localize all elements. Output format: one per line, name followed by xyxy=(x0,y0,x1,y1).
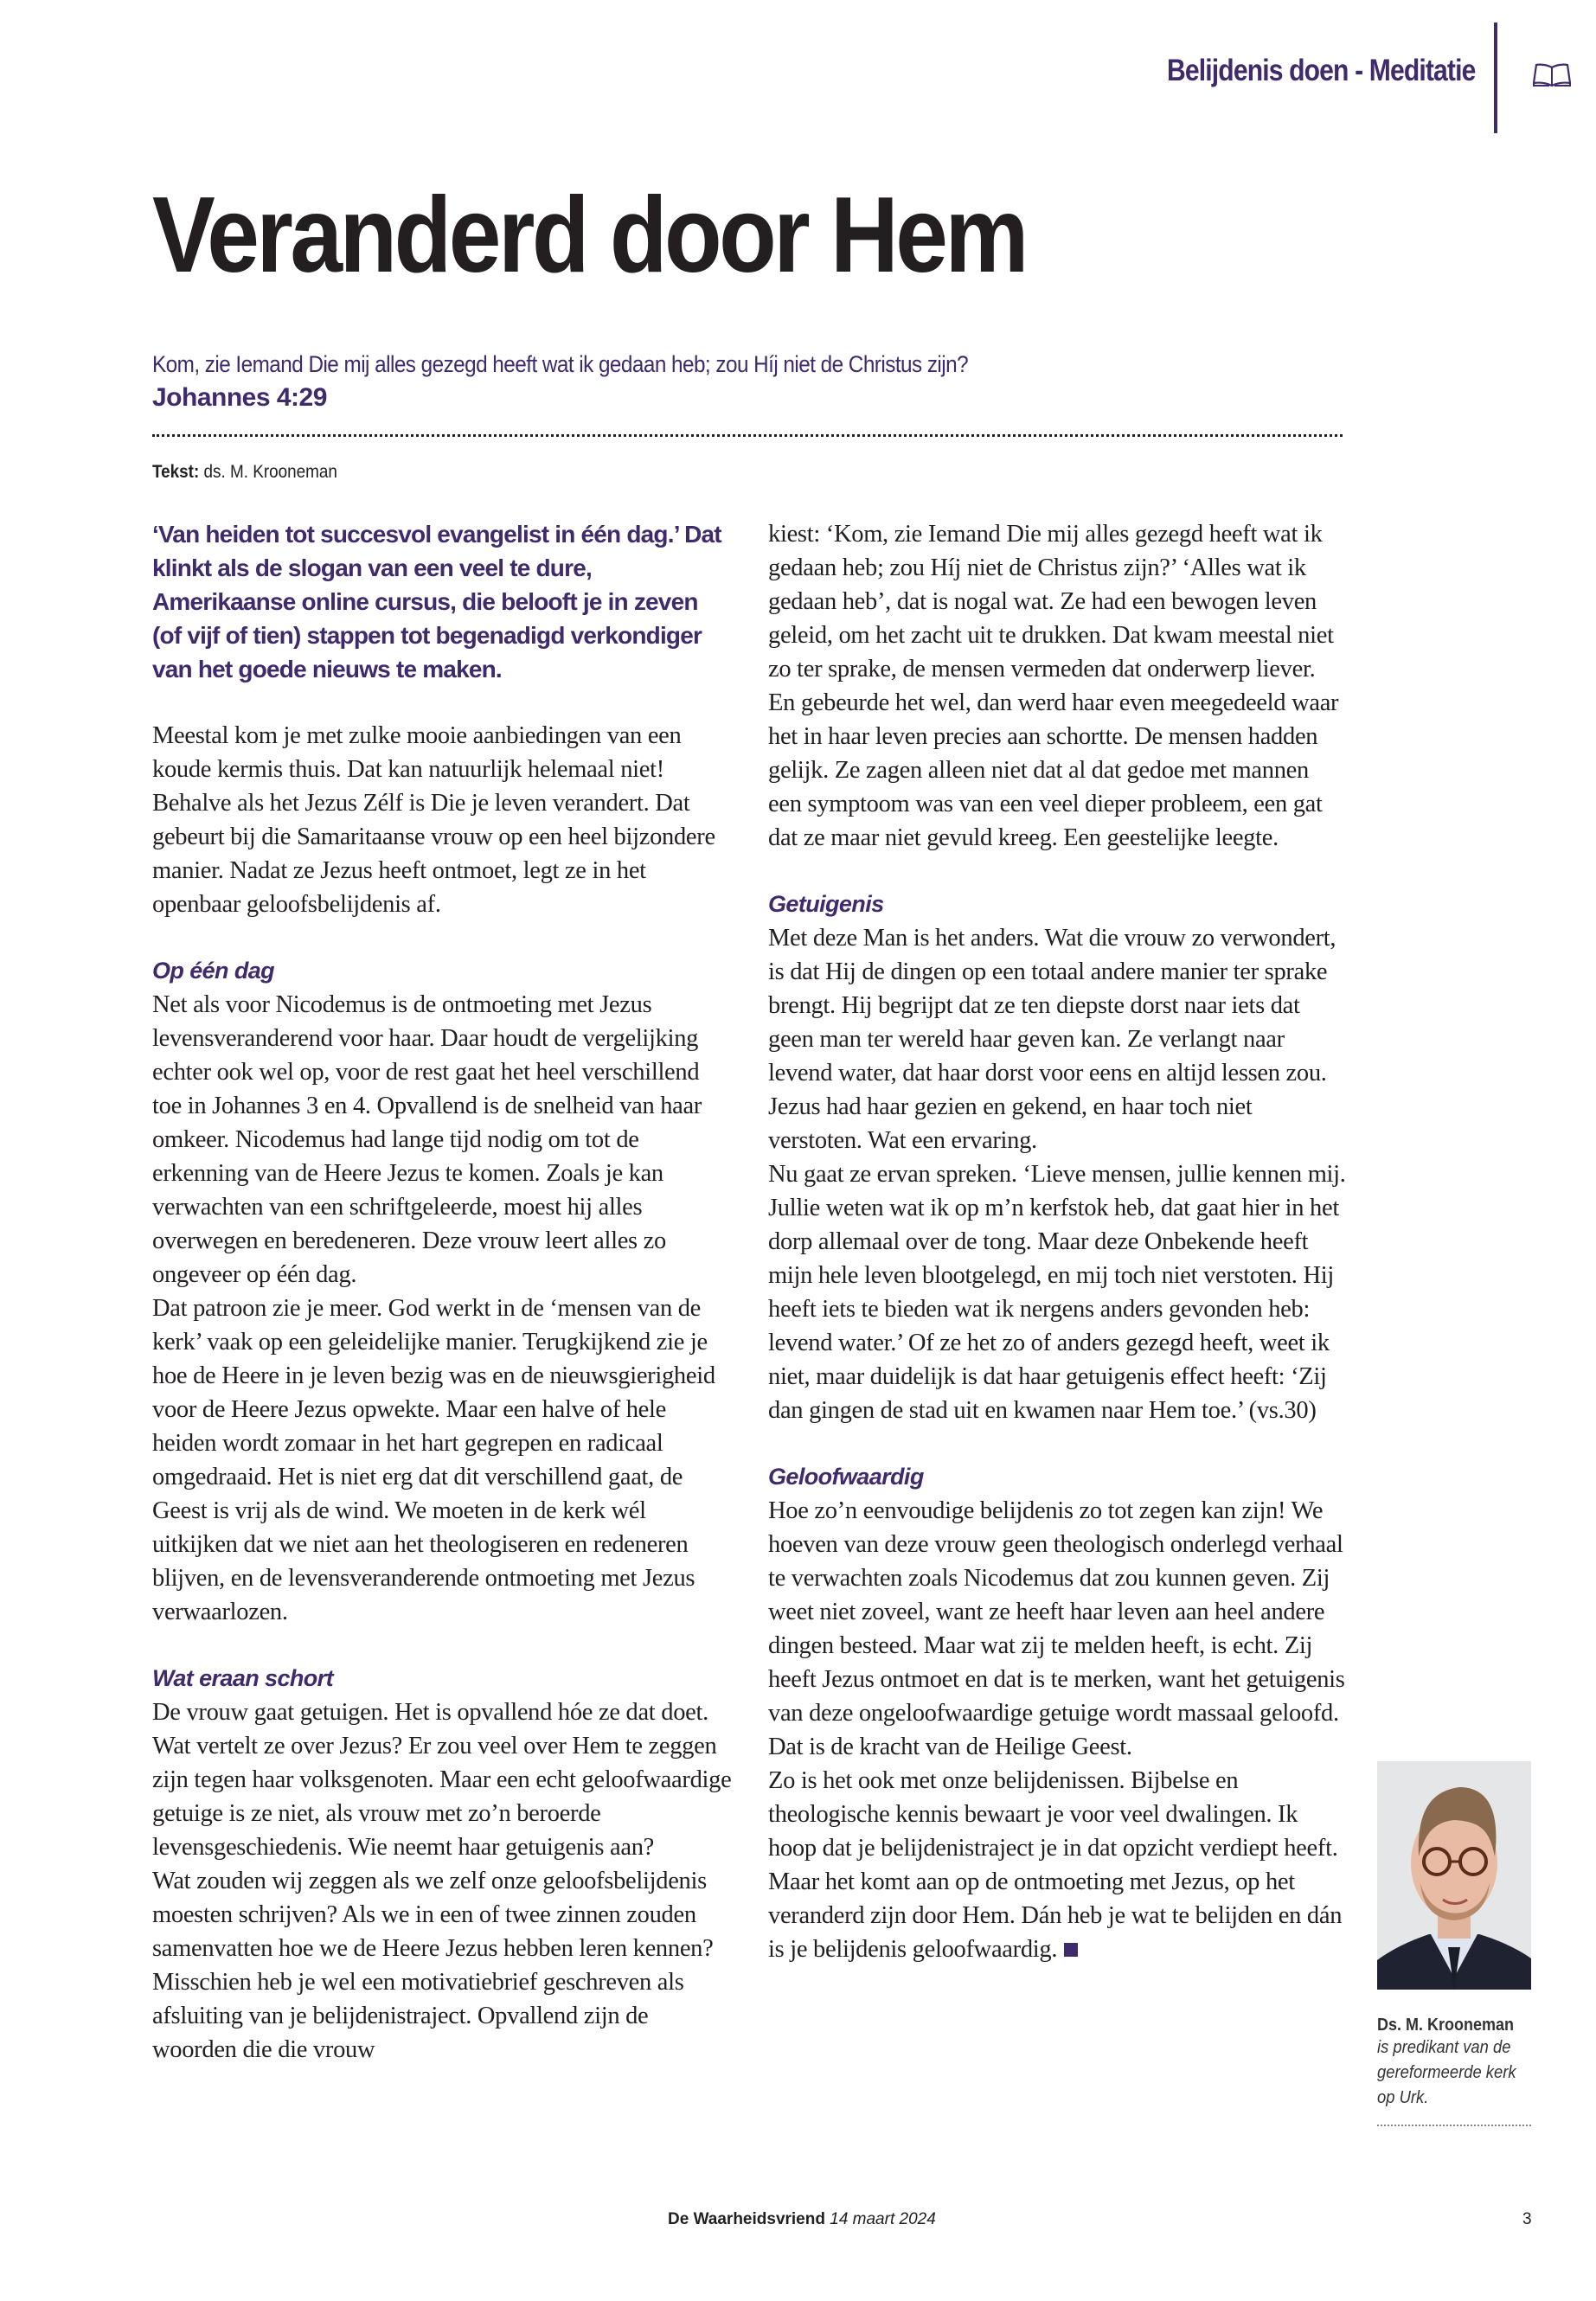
page-footer xyxy=(668,2210,936,2229)
portrait-illustration xyxy=(1377,1761,1531,1990)
author-name: Ds. M. Krooneman xyxy=(1377,2016,1515,2035)
header-divider xyxy=(1494,22,1497,133)
paragraph: Nu gaat ze ervan spreken. ‘Lieve mensen, jullie kennen mij. Jullie weten wat ik op m’n kerfstok heb, dat gaat hier in het dorp allemaal over de tong. Maar deze Onbekende heeft mijn hele leven blootgelegd, en mij toch niet verstoten. Hij heeft iets te bieden wat ik nergens anders gevonden heb: levend water.’ Of ze het zo of anders gezegd heeft, weet ik niet, maar duidelijk is dat haar getuigenis effect heeft: ‘Zij dan gingen de stad uit en kwamen naar Hem toe.’ (vs.30) xyxy=(768,1161,1346,1424)
publication-name: De Waarheidsvriend xyxy=(668,2210,825,2228)
author-photo xyxy=(1377,1761,1531,1990)
bible-verse xyxy=(152,351,1346,413)
paragraph: Net als voor Nicodemus is de ontmoeting met Jezus levensveranderend voor haar. Daar houdt de vergelijking echter ook wel op, voor de rest gaat het heel verschillend toe in Johannes 3 en 4. Opvallend is de snelheid van haar omkeer. Nicodemus had lange tijd nodig om tot de erkenning van de Heere Jezus te komen. Zoals je kan verwachten van een schriftgeleerde, moest hij alles overwegen en beredeneren. Deze vrouw leert alles zo ongeveer op één dag. xyxy=(152,991,702,1288)
verse-reference: Johannes 4:29 xyxy=(152,383,327,412)
verse-text: Kom, zie Iemand Die mij alles gezegd heeft wat ik gedaan heb; zou Híj niet de Christus zijn? xyxy=(152,351,969,377)
column-right xyxy=(768,517,1348,1966)
paragraph-continued: kiest: ‘Kom, zie Iemand Die mij alles gezegd heeft wat ik gedaan heb; zou Híj niet de Christus zijn?’ ‘Alles wat ik gedaan heb’, dat is nogal wat. Ze had een bewogen leven geleid, om het zacht uit te drukken. Dat kwam meestal niet zo ter sprake, de mensen vermeden dat onderwerp liever. En gebeurde het wel, dan werd haar even meegedeeld waar het in haar leven precies aan schortte. De mensen hadden gelijk. Ze zagen alleen niet dat al dat gedoe met mannen een symptoom was van een veel dieper probleem, een gat dat ze maar niet gevuld kreeg. Een geestelijke leegte. xyxy=(768,521,1339,851)
dotted-divider xyxy=(152,434,1343,437)
paragraph: Hoe zo’n eenvoudige belijdenis zo tot zegen kan zijn! We hoeven van deze vrouw geen theologisch onderlegd verhaal te verwachten zoals Nicodemus dat zou kunnen geven. Zij weet niet zoveel, want ze heeft haar leven aan heel andere dingen besteed. Maar wat zij te melden heeft, is echt. Zij heeft Jezus ontmoet en dat is te merken, want het getuigenis van deze ongeloofwaardige getuige wordt massaal geloofd. Dat is de kracht van de Heilige Geest. xyxy=(768,1497,1345,1760)
author-description: is predikant van de gereformeerde kerk op Urk. xyxy=(1377,2038,1516,2107)
subheading-wat-eraan-schort: Wat eraan schort xyxy=(152,1665,333,1691)
page-number: 3 xyxy=(1522,2210,1532,2228)
paragraph-opening: Meestal kom je met zulke mooie aanbiedingen van een koude kermis thuis. Dat kan natuurlijk helemaal niet! Behalve als het Jezus Zélf is Die je leven verandert. Dat gebeurt bij die Samaritaanse vrouw op een heel bijzondere manier. Nadat ze Jezus heeft ontmoet, legt ze in het openbaar geloofsbelijdenis af. xyxy=(152,722,715,918)
byline-label: Tekst: xyxy=(152,462,200,482)
subheading-op-een-dag: Op één dag xyxy=(152,958,275,984)
byline-author: ds. M. Krooneman xyxy=(203,462,337,482)
paragraph: Wat zouden wij zeggen als we zelf onze geloofsbelijdenis moesten schrijven? Als we in een of twee zinnen zouden samenvatten hoe we de Heere Jezus hebben leren kennen? Misschien heb je wel een motivatiebrief geschreven als afsluiting van je belijdenistraject. Opvallend zijn de woorden die die vrouw xyxy=(152,1868,714,2063)
column-left xyxy=(152,517,732,2067)
paragraph-final-text: Zo is het ook met onze belijdenissen. Bijbelse en theologische kennis bewaart je voor veel dwalingen. Ik hoop dat je belijdenistraject je in dat opzicht verdiept heeft. Maar het komt aan op de ontmoeting met Jezus, op het veranderd zijn door Hem. Dán heb je wat te belijden en dán is je belijdenis geloofwaardig. xyxy=(768,1767,1343,1963)
subheading-geloofwaardig: Geloofwaardig xyxy=(768,1464,924,1490)
page-header xyxy=(990,22,1596,133)
open-book-icon xyxy=(1532,62,1572,88)
end-of-article-mark xyxy=(1064,1943,1078,1957)
section-label: Belijdenis doen - Meditatie xyxy=(1166,54,1475,87)
paragraph: Dat patroon zie je meer. God werkt in de ‘mensen van de kerk’ vaak op een geleidelijke manier. Terugkijkend zie je hoe de Heere in je leven bezig was en de nieuwsgierigheid voor de Heere Jezus opwekte. Maar een halve of hele heiden wordt zomaar in het hart gegrepen en radicaal omgedraaid. Het is niet erg dat dit verschillend gaat, de Geest is vrij als de wind. We moeten in de kerk wél uitkijken dat we niet aan het theologiseren en redeneren blijven, en de levensveranderende ontmoeting met Jezus verwaarlozen. xyxy=(152,1295,715,1625)
subheading-getuigenis: Getuigenis xyxy=(768,891,884,917)
publication-date: 14 maart 2024 xyxy=(830,2210,936,2228)
article-intro: ‘Van heiden tot succesvol evangelist in één dag.’ Dat klinkt als de slogan van een veel te dure, Amerikaanse online cursus, die belooft je in zeven (of vijf of tien) stappen tot begenadigd verkondiger van het goede nieuws te maken. xyxy=(152,521,721,683)
byline xyxy=(152,462,337,483)
paragraph-final xyxy=(768,1764,1348,1966)
author-box xyxy=(1377,1761,1531,2126)
paragraph: Met deze Man is het anders. Wat die vrouw zo verwondert, is dat Hij de dingen op een totaal andere manier ter sprake brengt. Hij begrijpt dat ze ten diepste dorst naar iets dat geen man ter wereld haar geven kan. Ze verlangt naar levend water, dat haar dorst voor eens en altijd lessen zou. Jezus had haar gezien en gekend, en haar toch niet verstoten. Wat een ervaring. xyxy=(768,925,1336,1154)
article-title: Veranderd door Hem xyxy=(152,176,1026,295)
paragraph: De vrouw gaat getuigen. Het is opvallend hóe ze dat doet. Wat vertelt ze over Jezus? Er zou veel over Hem te zeggen zijn tegen haar volksgenoten. Maar een echt geloofwaardige getuige is ze niet, als vrouw met zo’n beroerde levensgeschiedenis. Wie neemt haar getuigenis aan? xyxy=(152,1699,732,1861)
author-divider xyxy=(1377,2125,1531,2126)
